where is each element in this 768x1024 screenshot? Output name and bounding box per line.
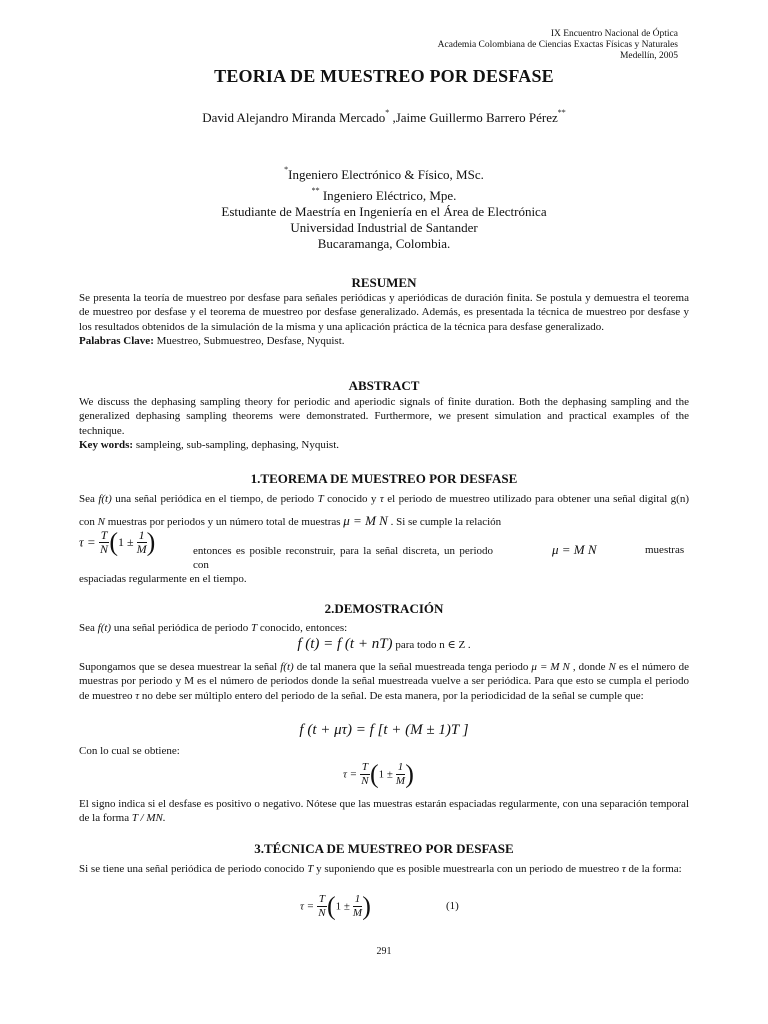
abstract-heading: ABSTRACT	[348, 378, 420, 393]
eq3-one-pm: 1 ±	[378, 768, 393, 781]
s3eq-paren-close: )	[362, 891, 371, 921]
s2-eq2: f (t + μτ) = f [t + (M ± 1)T ]	[299, 722, 469, 738]
aff-line-3: Estudiante de Maestría en Ingeniería en el Área de Electrónica	[221, 204, 547, 219]
author-separator: ,	[389, 110, 396, 125]
s2-text: no debe ser múltiplo entero del periodo de la señal. De esta manera, por la periodicidad de la señal se cumple que:	[139, 689, 644, 702]
eq3-M: M	[395, 775, 406, 787]
s2-mu: μ = M N	[531, 661, 570, 673]
s2-text: El signo indica si el desfase es positivo o negativo. Nótese que las muestras estarán espaciadas regularmente, con una separación temporal de la forma	[79, 798, 689, 825]
aff-mark-2: **	[311, 186, 320, 195]
abstract-body	[79, 395, 689, 452]
s3-text: de la forma:	[625, 863, 682, 875]
s1-text: una señal periódica en el tiempo, de periodo	[111, 493, 318, 505]
eq-fraction-1-M	[137, 529, 147, 556]
aff-line-4: Universidad Industrial de Santander	[290, 220, 478, 235]
aff-line-1: Ingeniero Electrónico & Físico, MSc.	[288, 167, 484, 182]
s2-p1	[79, 621, 689, 635]
equation-number: (1)	[446, 900, 459, 912]
author-2-mark: **	[557, 108, 566, 117]
header-line-1: IX Encuentro Nacional de Óptica	[550, 29, 678, 39]
aff-mark-1: *	[284, 165, 289, 174]
affiliation-block	[0, 162, 768, 252]
header-line-3: Medellín, 2005	[619, 51, 678, 61]
s1-text: muestras por periodos y un número total de muestras	[104, 516, 344, 528]
eq3-fraction-T-N	[360, 761, 370, 788]
s2-p2	[79, 660, 689, 703]
s2-eq1: f (t) = f (t + nT)	[297, 636, 393, 652]
author-1-mark: *	[385, 108, 390, 117]
s2-equation-1	[0, 636, 768, 653]
conference-header	[438, 29, 678, 62]
s3eq-T: T	[318, 893, 325, 905]
paper-title: TEORIA DE MUESTREO POR DESFASE	[214, 66, 554, 86]
s2-text: de tal manera que la señal muestreada tenga periodo	[293, 661, 532, 673]
resumen-body	[79, 291, 689, 348]
s3-p1	[79, 862, 689, 876]
s3-text: Si se tiene una señal periódica de periodo conocido	[79, 863, 308, 875]
s2-p4	[79, 797, 689, 826]
s3-tau: τ	[621, 863, 626, 875]
eq-paren-open: (	[109, 527, 119, 557]
s1-N: N	[97, 516, 105, 528]
eq3-one: 1	[397, 761, 404, 773]
s2-text: Supongamos que se desea muestrear la señal	[79, 661, 281, 673]
eq-T: T	[100, 528, 108, 542]
s2-text: es el número de muestras por periodo y M es el número de periodos donde la señal muestreada vuelve a ser periódica. Para que esto se cumpla el periodo de muestreo	[79, 661, 689, 702]
s1-text: conocido y	[323, 493, 380, 505]
s2-T: T	[250, 622, 258, 634]
s3-text: y suponiendo que es posible muestrearla con un periodo de muestreo	[313, 863, 622, 875]
s2-equation-3	[343, 761, 414, 788]
s2-tau: τ	[135, 689, 140, 702]
aff-line-2: Ingeniero Eléctrico, Mpe.	[319, 188, 457, 203]
s2-TMN: T / MN.	[131, 812, 166, 825]
s1-text: . Si se cumple la relación	[387, 516, 502, 528]
s2-text: Sea	[79, 622, 98, 634]
section-1-paragraph	[79, 489, 689, 533]
header-line-2: Academia Colombiana de Ciencias Exactas Físicas y Naturales	[437, 40, 678, 50]
s1-tau: τ	[379, 493, 384, 505]
resumen-keywords: Muestreo, Submuestreo, Desfase, Nyquist.	[153, 334, 345, 347]
s2-text: una señal periódica de periodo	[111, 622, 251, 634]
abstract-keywords: sampleing, sub-sampling, dephasing, Nyquist.	[133, 438, 340, 451]
eq3-paren-open: (	[370, 759, 379, 789]
s1-p2b: muestras	[645, 544, 685, 556]
resumen-heading: RESUMEN	[351, 275, 417, 290]
s2-ft: f(t)	[97, 622, 112, 634]
abstract-keywords-label: Key words:	[79, 438, 134, 451]
author-1: David Alejandro Miranda Mercado	[202, 110, 386, 125]
eq-M: M	[136, 542, 147, 556]
page-number: 291	[376, 946, 392, 957]
eq-one-pm: 1 ±	[118, 535, 134, 549]
s3eq-paren-open: (	[327, 891, 336, 921]
eq3-T: T	[361, 761, 368, 773]
s1-p3: espaciadas regularmente en el tiempo.	[79, 573, 247, 585]
section-2-heading: 2.DEMOSTRACIÓN	[324, 601, 444, 616]
s3eq-N: N	[318, 907, 326, 919]
s2-text: conocido, entonces:	[257, 622, 348, 634]
s2-ft: f(t)	[280, 661, 294, 673]
section-1-equation	[79, 529, 155, 556]
s1-T: T	[317, 493, 324, 505]
s3eq-one: 1	[354, 893, 361, 905]
s2-text: , donde	[569, 661, 609, 673]
eq3-fraction-1-M	[396, 761, 406, 788]
abstract-text: We discuss the dephasing sampling theory for periodic and aperiodic signals of finite duration. Both the dephasing sampling and the generalized dephasing sampling theorems were demonstrated. Furthermore, we present simulation and practical examples of the technique.	[79, 396, 689, 437]
s3-equation-1	[300, 893, 371, 920]
s2-p3: Con lo cual se obtiene:	[79, 745, 180, 757]
resumen-text: Se presenta la teoría de muestreo por desfase para señales periódicas y aperiódicas de duración finita. Se postula y demuestra el teorema de muestreo por desfase y el teorema de muestreo por desfase generalizado. Además, es presentada la técnica de muestreo por desfase y los resultados obtenidos de la simulación de la misma y una aplicación práctica de la técnica para desfase generalizado.	[79, 292, 689, 333]
s1-p2-mu: μ = M N	[552, 542, 597, 557]
authors-line	[0, 108, 768, 126]
s3eq-fraction-1-M	[353, 893, 363, 920]
aff-line-5: Bucaramanga, Colombia.	[317, 236, 451, 251]
s2-N: N	[608, 661, 616, 673]
s1-mu: μ = M N	[343, 513, 388, 528]
eq-one: 1	[138, 528, 145, 542]
s3eq-M: M	[352, 907, 363, 919]
eq-fraction-T-N	[99, 529, 110, 556]
s2-equation-2	[0, 722, 768, 739]
author-2: Jaime Guillermo Barrero Pérez	[395, 110, 558, 125]
resumen-keywords-label: Palabras Clave:	[79, 334, 154, 347]
s3-T: T	[307, 863, 314, 875]
s3eq-fraction-T-N	[317, 893, 327, 920]
s1-text: el periodo de muestreo utilizado para obtener una señal digital g(n) con	[79, 493, 690, 528]
s3eq-lhs: τ =	[300, 900, 315, 913]
eq-paren-close: )	[146, 527, 156, 557]
s2-eq1-tail: para todo n ∈ Z .	[392, 639, 471, 651]
s3eq-one-pm: 1 ±	[335, 900, 350, 913]
eq3-N: N	[361, 775, 369, 787]
eq-N: N	[100, 542, 109, 556]
section-3-heading: 3.TÉCNICA DE MUESTREO POR DESFASE	[254, 841, 514, 856]
eq-lhs: τ =	[79, 534, 96, 550]
eq3-lhs: τ =	[343, 768, 358, 781]
s1-p2a: entonces es posible reconstruir, para la señal discreta, un periodo con	[193, 545, 493, 572]
s1-ft: f(t)	[98, 493, 112, 505]
s1-text: Sea	[79, 493, 99, 505]
section-1-heading: 1.TEOREMA DE MUESTREO POR DESFASE	[250, 471, 518, 486]
eq3-paren-close: )	[405, 759, 414, 789]
